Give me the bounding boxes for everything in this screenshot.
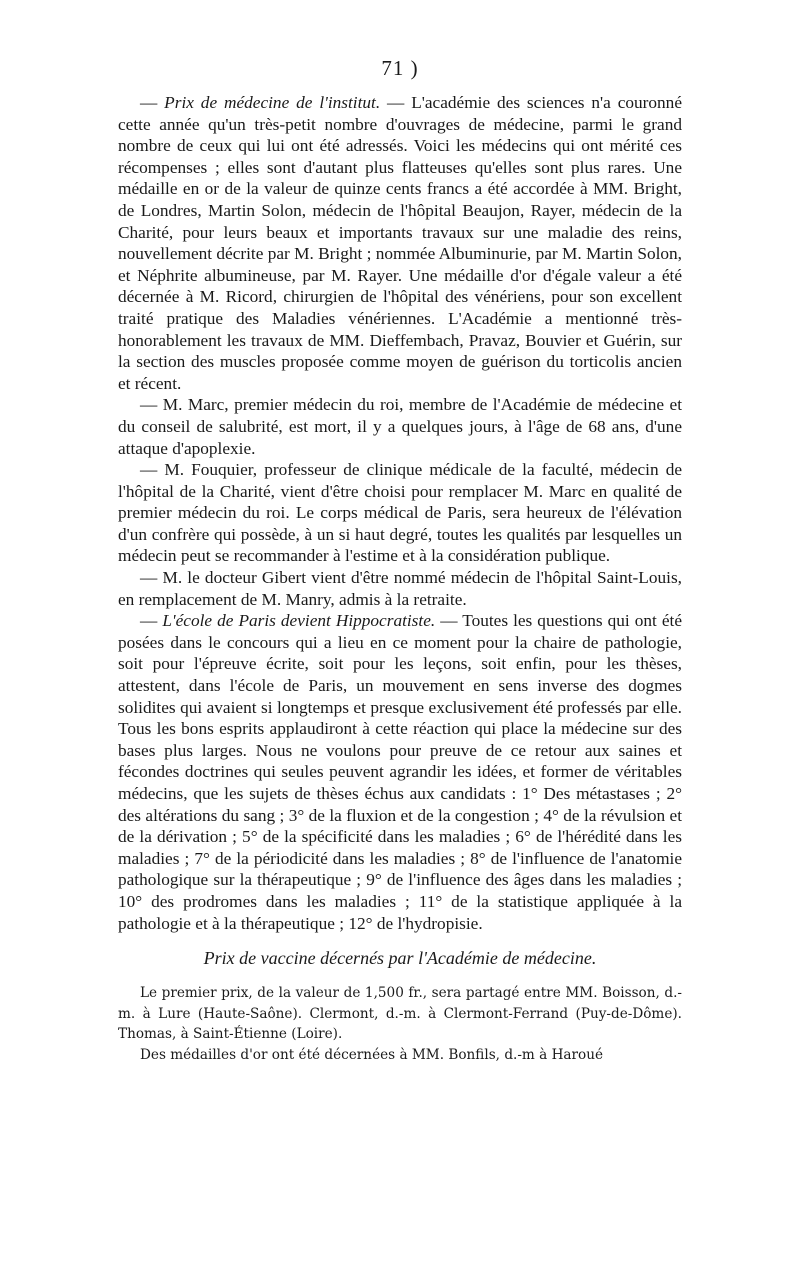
paragraph-heading: L'école de Paris devient Hippocratiste.: [162, 611, 436, 631]
section-title-prix-vaccine: Prix de vaccine décernés par l'Académie de médecine.: [203, 948, 597, 969]
paragraph-gibert: [118, 567, 682, 610]
page-number: 71 ): [381, 56, 419, 80]
paragraph-marc: [118, 394, 682, 459]
paragraph-text: — L'académie des sciences n'a couronné cette année qu'un très-petit nombre d'ouvrages de médecine, parmi le grand nombre de ceux qui lui ont été adressés. Voici les médecins qui ont mérité ces récompenses ; elles sont d'autant plus flatteuses qu'elles sont plus rares. Une médaille en or de la valeur de quinze cents francs a été accordée à MM. Bright, de Londres, Martin Solon, médecin de l'hôpital Beaujon, Rayer, médecin de la Charité, pour leurs beaux et importants travaux sur une maladie des reins, nouvellement décrite par M. Bright ; nommée Albuminurie, par M. Martin Solon, et Néphrite albumineuse, par M. Rayer. Une médaille d'or d'égale valeur a été décernée à M. Ricord, chirurgien de l'hôpital des vénériens, pour son excellent traité pratique des Maladies vénériennes. L'Académie a mentionné très-honorablement les travaux de MM. Dieffembach, Pravaz, Bouvier et Guérin, sur la section des muscles proposée comme moyen de guérison du torticolis ancien et récent.: [118, 93, 682, 393]
page-body: [118, 92, 682, 1065]
paragraph-fouquier: [118, 459, 682, 567]
small-paragraph-premier-prix: Le premier prix, de la valeur de 1,500 fr., sera partagé entre MM. Boisson, d.-m. à Lure (Haute-Saône). Clermont, d.-m. à Clermont-Ferrand (Puy-de-Dôme). Thomas, à Saint-Étienne (Loire).: [118, 985, 682, 1043]
paragraph-text: — M. Fouquier, professeur de clinique médicale de la faculté, médecin de l'hôpital de la Charité, vient d'être choisi pour remplacer M. Marc en qualité de premier médecin du roi. Le corps médical de Paris, sera heureux de l'élévation d'un confrère qui possède, à un si haut degré, toutes les qualités par lesquelles un médecin peut se recommander à l'estime et à la considération publique.: [118, 460, 682, 566]
paragraph-ecole-paris: [118, 610, 682, 934]
small-paragraph-medailles: Des médailles d'or ont été décernées à MM. Bonfils, d.-m à Haroué: [140, 1046, 604, 1063]
paragraph-lead: —: [140, 93, 165, 112]
paragraph-text: — Toutes les questions qui ont été posées dans le concours qui a lieu en ce moment pour la chaire de pathologie, soit pour l'épreuve écrite, soit pour les leçons, soit enfin, pour les thèses, attestent, dans l'école de Paris, un mouvement en sens inverse des dogmes solidites qui avaient si longtemps et presque exclusivement été professés par elle. Tous les bons esprits applaudiront à cette réaction qui place la médecine sur des bases plus larges. Nous ne voulons pour preuve de ce retour aux saines et fécondes doctrines qui seules peuvent agrandir les idées, et former de véritables médecins, que les sujets de thèses échus aux candidats : 1° Des métastases ; 2° des altérations du sang ; 3° de la fluxion et de la congestion ; 4° de la révulsion et de la dérivation ; 5° de la spécificité dans les maladies ; 6° de l'hérédité dans les maladies ; 7° de la périodicité dans les maladies ; 8° de l'influence de l'anatomie pathologique sur la thérapeutique ; 9° de l'influence des âges dans les maladies ; 10° des prodromes dans les maladies ; 11° de la statistique appliquée à la pathologie et à la thérapeutique ; 12° de l'hydropisie.: [118, 611, 682, 933]
paragraph-text: — M. Marc, premier médecin du roi, membre de l'Académie de médecine et du conseil de salubrité, est mort, il y a quelques jours, à l'âge de 68 ans, d'une attaque d'apoplexie.: [118, 395, 682, 458]
paragraph-heading: Prix de médecine de l'institut.: [164, 93, 381, 112]
paragraph-text: — M. le docteur Gibert vient d'être nommé médecin de l'hôpital Saint-Louis, en remplacement de M. Manry, admis à la retraite.: [118, 568, 682, 609]
paragraph-prix-institut: [118, 92, 682, 394]
paragraph-lead: —: [140, 611, 163, 631]
